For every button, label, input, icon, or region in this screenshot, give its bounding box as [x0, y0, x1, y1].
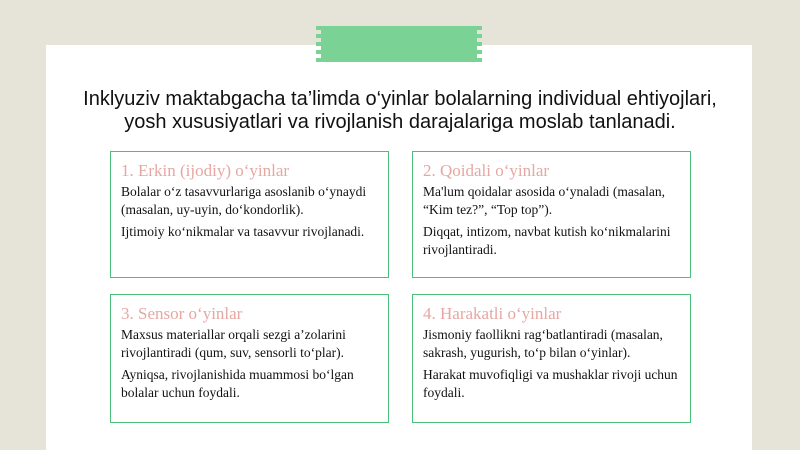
card-title: 1. Erkin (ijodiy) o‘yinlar: [121, 161, 290, 180]
card-rule-games: [412, 151, 691, 278]
card-description: Jismoniy faollikni rag‘batlantiradi (masalan, sakrash, yugurish, to‘p bilan o‘yinlar).: [423, 327, 663, 360]
headline-line-1: Inklyuziv maktabgacha ta’limda o‘yinlar bolalarning individual ehtiyojlari,: [83, 88, 717, 110]
card-body: [121, 326, 380, 406]
card-description: Ma'lum qoidalar asosida o‘ynaladi (masalan, “Kim tez?”, “Top top”).: [423, 184, 665, 217]
card-title: 2. Qoidali o‘yinlar: [423, 161, 550, 180]
card-title: 3. Sensor o‘yinlar: [121, 304, 243, 323]
headline-line-2: yosh xususiyatlari va rivojlanish darajalariga moslab tanlanadi.: [124, 111, 676, 133]
card-benefit: Ijtimoiy ko‘nikmalar va tasavvur rivojlanadi.: [121, 224, 365, 239]
card-sensory-games: [110, 294, 389, 423]
card-title: 4. Harakatli o‘yinlar: [423, 304, 562, 323]
card-movement-games: [412, 294, 691, 423]
card-body: [121, 183, 380, 245]
card-benefit: Ayniqsa, rivojlanishida muammosi bo‘lgan bolalar uchun foydali.: [121, 367, 354, 400]
slide-headline: [0, 88, 800, 134]
card-free-play: [110, 151, 389, 278]
card-body: [423, 326, 682, 406]
card-description: Bolalar o‘z tasavvurlariga asoslanib o‘ynaydi (masalan, uy-uyin, do‘kondorlik).: [121, 184, 367, 217]
card-body: [423, 183, 682, 263]
card-benefit: Diqqat, intizom, navbat kutish ko‘nikmalarini rivojlantiradi.: [423, 224, 671, 257]
card-description: Maxsus materiallar orqali sezgi a’zolarini rivojlantiradi (qum, suv, sensorli to‘plar).: [121, 327, 346, 360]
tape-decoration: [321, 26, 477, 62]
card-benefit: Harakat muvofiqligi va mushaklar rivoji uchun foydali.: [423, 367, 678, 400]
